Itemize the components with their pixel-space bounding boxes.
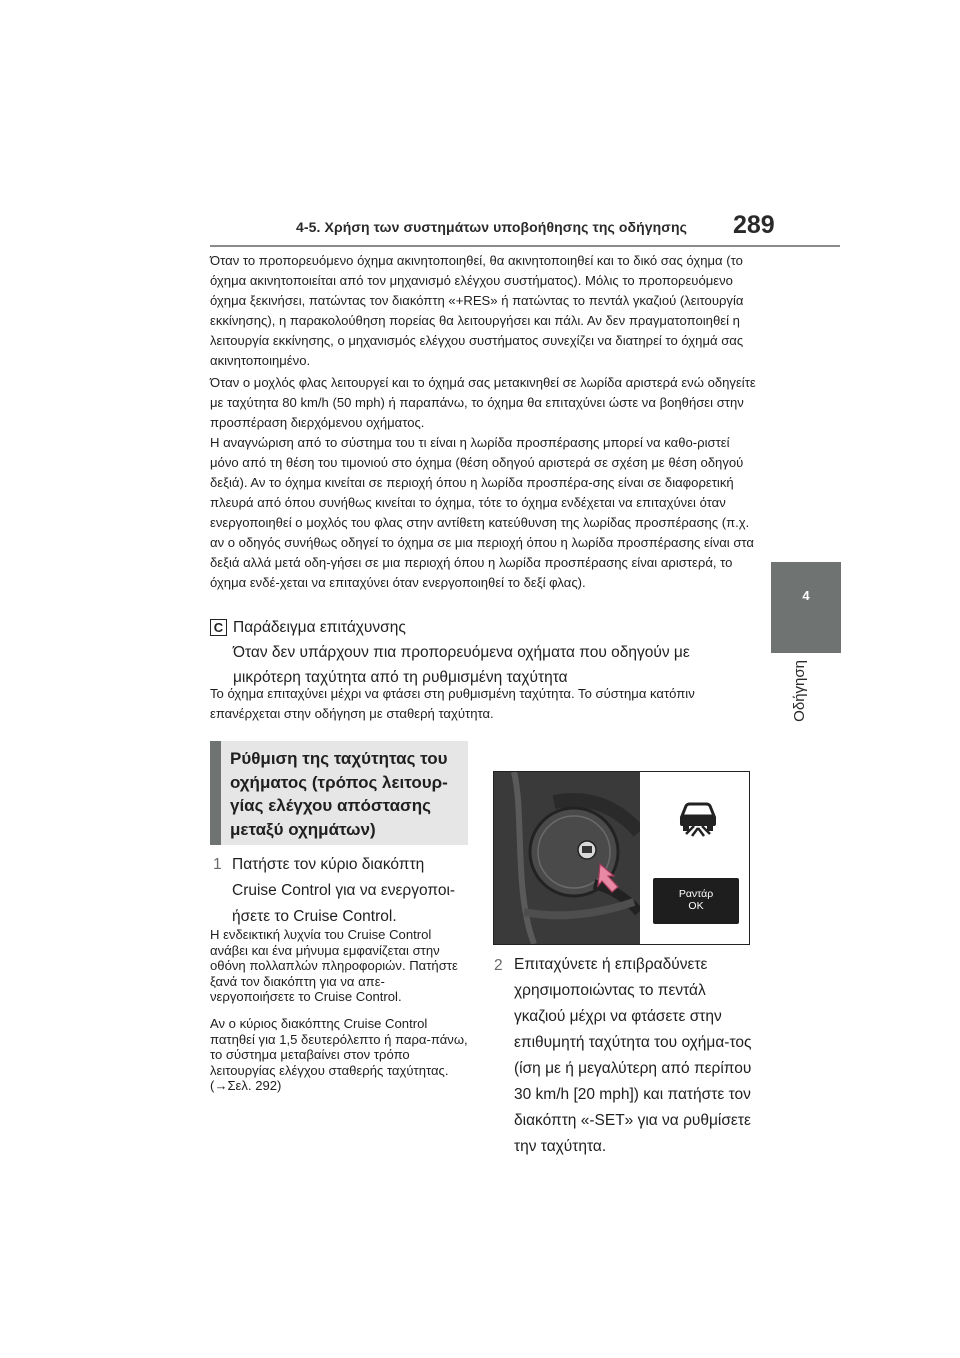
chapter-number: 4 xyxy=(802,588,810,603)
multi-info-display xyxy=(653,878,739,924)
paragraph-stop-and-go: Όταν το προπορευόμενο όχημα ακινητοποιηθεί, θα ακινητοποιηθεί και το δικό σας όχημα (το όχημα ακινητοποιείται από τον μηχανισμό ελέγχου συστήματος). Μόλις το προπορευόμενο όχημα ξεκινήσει, πατώντας τον διακόπτη «+RES» ή πατώντας το πεντάλ γκαζιού (λειτουργία εκκίνησης), η παρακολούθηση πορείας θα λειτουργήσει και πάλι. Αν δεν πραγματοποιηθεί η λειτουργία εκκίνησης, ο μηχανισμός ελέγχου συστήματος συνεχίζει να διατηρεί το όχημά σας ακινητοποιημένο. xyxy=(210,253,744,368)
section-heading-bar xyxy=(210,741,221,845)
step-1-text: Πατήστε τον κύριο διακόπτη Cruise Control για να ενεργοποι-ήσετε το Cruise Control. xyxy=(232,856,456,925)
step-1-number: 1 xyxy=(213,856,222,873)
chapter-label-text: Οδήγηση xyxy=(791,660,808,722)
chapter-label xyxy=(791,660,821,740)
example-heading xyxy=(233,615,753,690)
page-number: 289 xyxy=(733,211,775,239)
example-heading-title: Παράδειγμα επιτάχυνσης xyxy=(233,619,406,636)
section-header-title: 4-5. Χρήση των συστημάτων υποβοήθησης της οδήγησης xyxy=(296,219,687,235)
example-text: Το όχημα επιταχύνει μέχρι να φτάσει στη ρυθμισμένη ταχύτητα. Το σύστημα κατόπιν επανέρχεται στην οδήγηση με σταθερή ταχύτητα. xyxy=(210,686,695,721)
header-divider xyxy=(210,245,840,247)
section-heading-box xyxy=(210,741,468,845)
steering-switch-figure xyxy=(493,771,750,945)
step-2-text: Επιταχύνετε ή επιβραδύνετε χρησιμοποιώντας το πεντάλ γκαζιού μέχρι να φτάσετε στην επιθυμητή ταχύτητα του οχήμα-τος (ίση με ή μεγαλύτερη από περίπου 30 km/h [20 mph]) και πατήστε τον διακόπτη «-SET» για να ρυθμίσετε την ταχύτητα. xyxy=(514,956,752,1155)
example-heading-subtitle: Όταν δεν υπάρχουν πια προπορευόμενα οχήματα που οδηγούν με μικρότερη ταχύτητα από τη ρυθμισμένη ταχύτητα xyxy=(233,644,690,686)
note-indicator: Η ενδεικτική λυχνία του Cruise Control ανάβει και ένα μήνυμα εμφανίζεται στην οθόνη πολλαπλών πληροφοριών. Πατήστε ξανά τον διακόπτη για να απε-νεργοποιήσετε το Cruise Control. xyxy=(210,927,458,1005)
display-ok-label: OK xyxy=(688,900,704,912)
section-heading-title: Ρύθμιση της ταχύτητας του οχήματος (τρόπος λειτουρ-γίας ελέγχου απόστασης μεταξύ οχημάτων) xyxy=(230,749,448,839)
radar-cruise-icon xyxy=(674,794,722,838)
display-radar-label: Ραντάρ xyxy=(678,888,714,900)
note-long-press: Αν ο κύριος διακόπτης Cruise Control πατηθεί για 1,5 δευτερόλεπτο ή παρα-πάνω, το σύστημα μεταβαίνει στον τρόπο λειτουργίας ελέγχου σταθερής ταχύτητας. (→Σελ. 292) xyxy=(210,1016,468,1094)
figure-display-panel xyxy=(644,772,749,944)
paragraph-turn-signal: Όταν ο μοχλός φλας λειτουργεί και το όχημά σας μετακινηθεί σε λωρίδα αριστερά ενώ οδηγείτε με ταχύτητα 80 km/h (50 mph) ή παραπάνω, το όχημα θα επιταχύνει ώστε να βοηθήσει στην προσπέραση διερχόμενου οχήματος. xyxy=(210,375,756,430)
step-2-number: 2 xyxy=(494,957,503,974)
paragraph-overtaking-lane: Η αναγνώριση από το σύστημα του τι είναι η λωρίδα προσπέρασης μπορεί να καθο-ριστεί μόνο από τη θέση του τιμονιού στο όχημα (θέση οδηγού αριστερά σε σχέση με θέση οδηγού δεξιά). Αν το όχημα κινείται σε περιοχή όπου η λωρίδα προσπέρα-σης είναι σε διαφορετική πλευρά από όπου συνήθως κινείται το όχημα, τότε το όχημα ενδέχεται να επιταχύνει όταν ενεργοποιηθεί ο μοχλός του φλας στην αντίθετη κατεύθυνση της λωρίδας προσπέρασης (π.χ. αν ο οδηγός συνήθως οδηγεί το όχημα σε μια περιοχή όπου η λωρίδα προσπέρασης είναι στα δεξιά αλλά μετά οδη-γήσει σε μια περιοχή όπου η λωρίδα προσπέρασης είναι αριστερά, το όχημα ενδέ-χεται να επιταχύνει όταν ενεργοποιηθεί το δεξί φλας). xyxy=(210,435,754,590)
chapter-tab xyxy=(771,562,841,653)
steering-wheel-illustration xyxy=(494,772,640,944)
example-label-c: C xyxy=(210,619,227,636)
